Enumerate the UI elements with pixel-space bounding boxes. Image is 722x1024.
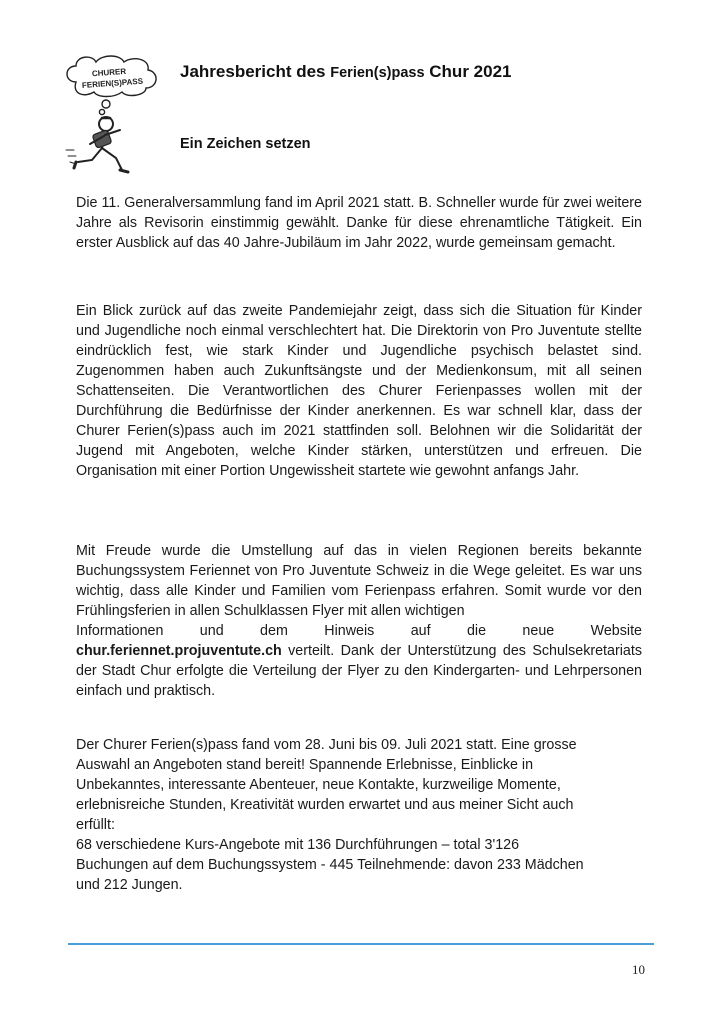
logo-text-line1: CHURER bbox=[91, 66, 127, 79]
paragraph-3-line5: Informationen und dem Hinweis auf die neue Website bbox=[76, 623, 642, 639]
paragraph-4 bbox=[76, 735, 642, 895]
paragraph-3-continuation bbox=[76, 641, 642, 701]
running-child-icon bbox=[66, 117, 128, 172]
paragraph-4-line: Der Churer Ferien(s)pass fand vom 28. Juni bis 09. Juli 2021 statt. Eine grosse bbox=[76, 737, 577, 753]
paragraph-3-intro: Mit Freude wurde die Umstellung auf das in vielen Regionen bereits bekannte Buchungssystem Feriennet von Pro Juventute Schweiz in die Wege geleitet. Es war uns wichtig, dass alle Kinder und Familien vom Ferienpass erfahren. Somit wurde vor den Frühlingsferien in allen Schulklassen Flyer mit allen wichtigen bbox=[76, 543, 642, 619]
paragraph-4-line: 68 verschiedene Kurs-Angebote mit 136 Durchführungen – total 3'126 bbox=[76, 837, 520, 853]
footer-divider bbox=[68, 943, 654, 945]
paragraph-4-line: Buchungen auf dem Buchungssystem - 445 Teilnehmende: davon 233 Mädchen bbox=[76, 857, 584, 873]
paragraph-3-rest: verteilt. Dank der Unterstützung des Schulsekretariats der Stadt Chur erfolgte die Verteilung der Flyer zu den Kindergarten- und Lehrpersonen einfach und praktisch. bbox=[76, 643, 642, 699]
paragraph-4-line: und 212 Jungen. bbox=[76, 877, 183, 893]
title-part1: Jahresbericht des bbox=[180, 62, 331, 81]
paragraph-1: Die 11. Generalversammlung fand im April 2021 statt. B. Schneller wurde für zwei weitere Jahre als Revisorin einstimmig gewählt. Danke für diese ehrenamtliche Tätigkeit. Ein erster Ausblick auf das 40 Jahre-Jubiläum im Jahr 2022, wurde gemeinsam gemacht. bbox=[76, 195, 642, 251]
paragraph-4-line: erfüllt: bbox=[76, 817, 115, 833]
logo-text-line2: FERIEN(S)PASS bbox=[81, 76, 144, 90]
paragraph-3 bbox=[76, 541, 642, 701]
paragraph-4-line: erlebnisreiche Stunden, Kreativität wurden erwartet und aus meiner Sicht auch bbox=[76, 797, 574, 813]
paragraph-4-line: Auswahl an Angeboten stand bereit! Spannende Erlebnisse, Einblicke in bbox=[76, 757, 534, 773]
title-part3: Chur 2021 bbox=[424, 62, 512, 81]
page-number: 10 bbox=[632, 962, 645, 977]
paragraph-2: Ein Blick zurück auf das zweite Pandemiejahr zeigt, dass sich die Situation für Kinder und Jugendliche noch einmal verschlechtert hat. Die Direktorin von Pro Juventute stellte eindrücklich fest, wie stark Kinder und Jugendliche psychisch belastet sind. Zugenommen haben auch Zukunftsängste und der Medienkonsum, mit all seinen Schattenseiten. Die Verantwortlichen des Churer Ferienpasses wollen mit der Durchführung die Bedürfnisse der Kinder anerkennen. Es war schnell klar, dass der Churer Ferien(s)pass auch im 2021 stattfinden soll. Belohnen wir die Solidarität der Jugend mit Angeboten, welche Kinder stärken, unterstützen und erfreuen. Die Organisation mit einer Portion Ungewissheit startete wie gewohnt anfangs Jahr. bbox=[76, 303, 642, 479]
paragraph-4-line: Unbekanntes, interessante Abenteuer, neue Kontakte, kurzweilige Momente, bbox=[76, 777, 561, 793]
page-title bbox=[180, 62, 511, 82]
section-subtitle: Ein Zeichen setzen bbox=[180, 136, 311, 152]
title-part2: Ferien(s)pass bbox=[330, 65, 425, 81]
website-url: chur.feriennet.projuventute.ch bbox=[76, 643, 282, 659]
logo-illustration bbox=[62, 52, 162, 180]
